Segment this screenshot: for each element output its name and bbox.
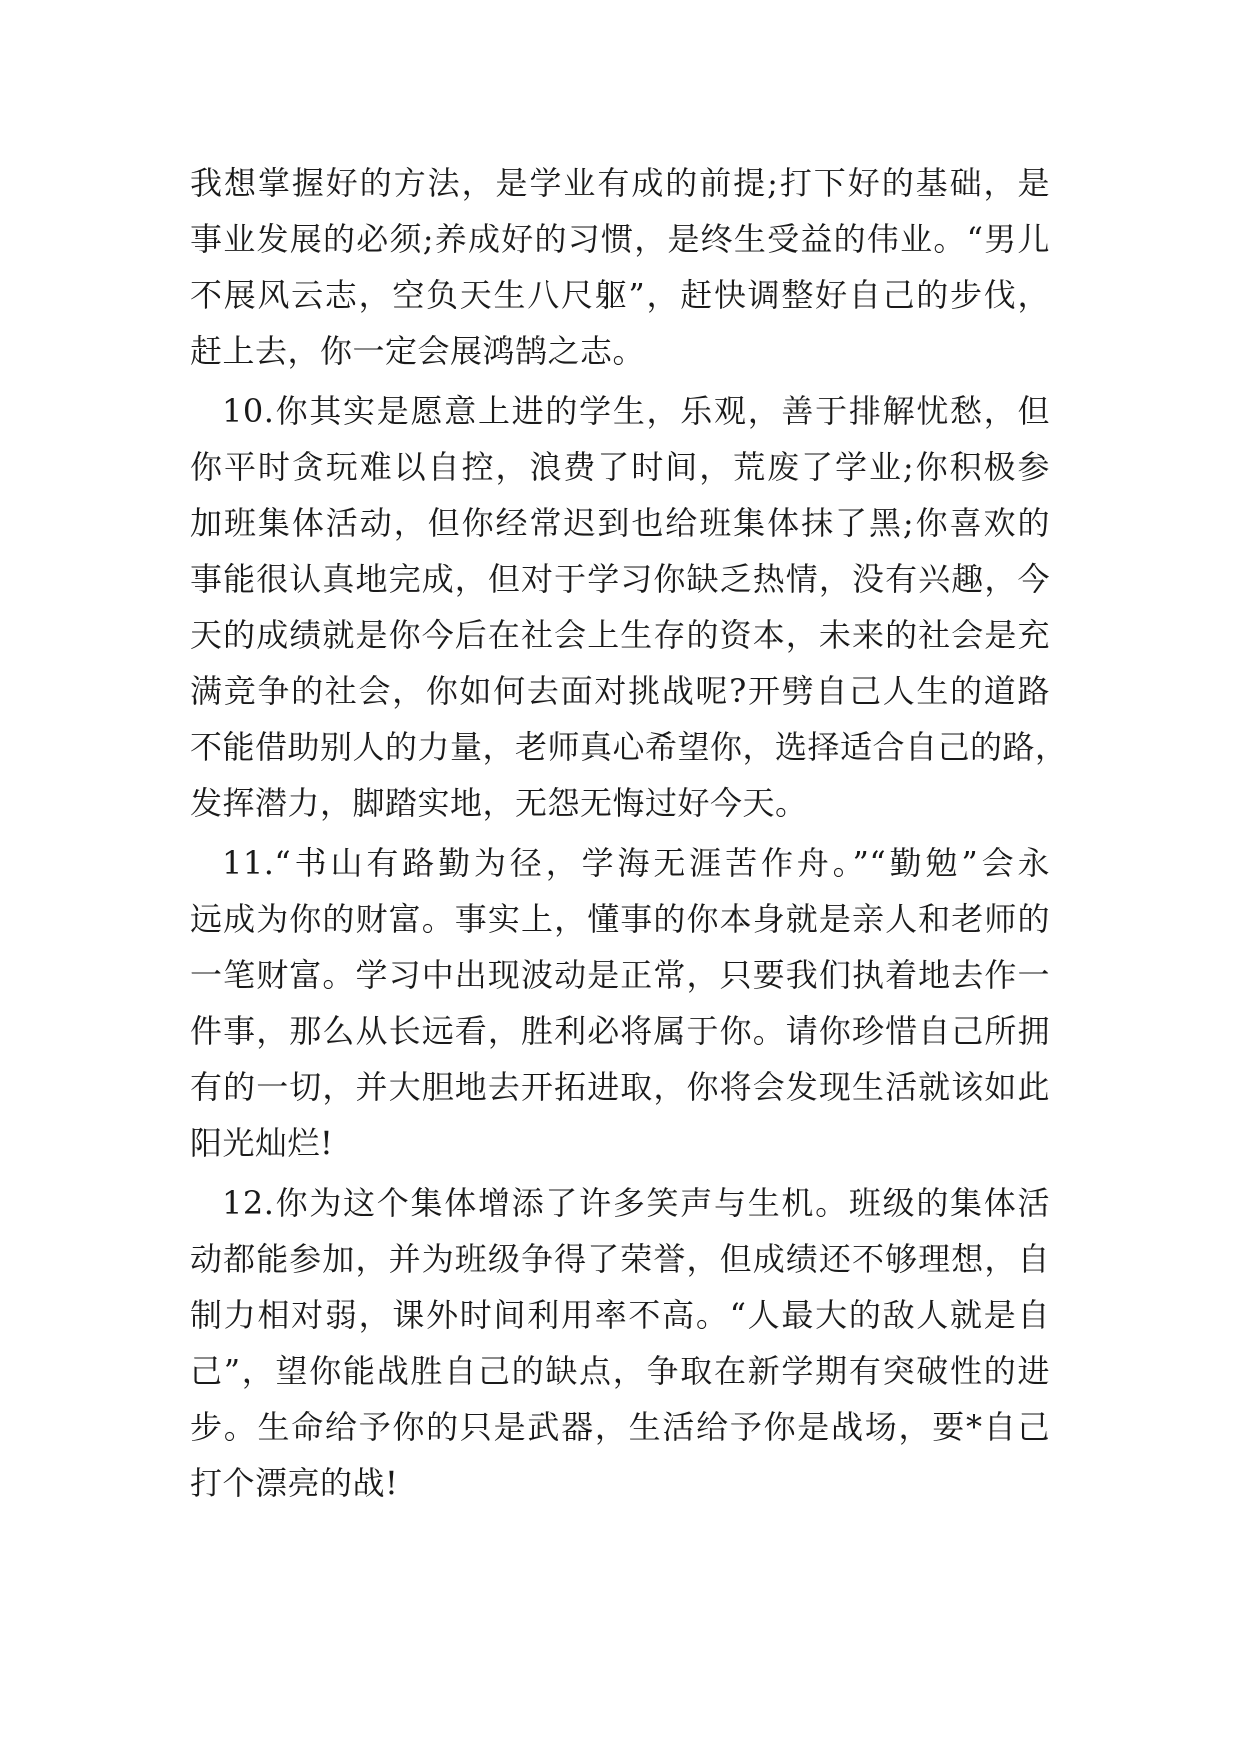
text-line: 打个漂亮的战! (190, 1464, 399, 1502)
text-line: 不能借助别人的力量，老师真心希望你，选择适合自己的路， (190, 728, 1068, 766)
text-line: 一笔财富。学习中出现波动是正常，只要我们执着地去作一 (190, 956, 1050, 994)
paragraph-continuation (190, 155, 1050, 379)
text-line: 步。生命给予你的只是武器，生活给予你是战场，要*自己 (190, 1408, 1050, 1446)
text-line: 动都能参加，并为班级争得了荣誉，但成绩还不够理想，自 (190, 1240, 1050, 1278)
text-line: 己”，望你能战胜自己的缺点，争取在新学期有突破性的进 (190, 1352, 1050, 1390)
text-line: 10.你其实是愿意上进的学生，乐观，善于排解忧愁，但 (222, 392, 1050, 430)
text-line: 发挥潜力，脚踏实地，无怨无悔过好今天。 (190, 784, 808, 822)
text-line: 11.“书山有路勤为径，学海无涯苦作舟。”“勤勉”会永 (222, 844, 1050, 882)
text-line: 事能很认真地完成，但对于学习你缺乏热情，没有兴趣，今 (190, 560, 1050, 598)
text-line: 天的成绩就是你今后在社会上生存的资本，未来的社会是充 (190, 616, 1050, 654)
text-line: 有的一切，并大胆地去开拓进取，你将会发现生活就该如此 (190, 1068, 1050, 1106)
paragraph-item-11 (190, 835, 1050, 1171)
text-line: 加班集体活动，但你经常迟到也给班集体抹了黑;你喜欢的 (190, 504, 1050, 542)
text-line: 12.你为这个集体增添了许多笑声与生机。班级的集体活 (222, 1184, 1050, 1222)
paragraph-item-12 (190, 1175, 1050, 1511)
text-line: 赶上去，你一定会展鸿鹄之志。 (190, 332, 646, 370)
text-line: 你平时贪玩难以自控，浪费了时间，荒废了学业;你积极参 (190, 448, 1050, 486)
text-line: 满竞争的社会，你如何去面对挑战呢?开劈自己人生的道路 (190, 672, 1050, 710)
text-line: 不展风云志，空负天生八尺躯”，赶快调整好自己的步伐， (190, 276, 1050, 314)
document-page (190, 155, 1068, 1511)
text-line: 阳光灿烂! (190, 1124, 334, 1162)
text-line: 我想掌握好的方法，是学业有成的前提;打下好的基础，是 (190, 164, 1050, 202)
paragraph-item-10 (190, 383, 1068, 831)
text-line: 件事，那么从长远看，胜利必将属于你。请你珍惜自己所拥 (190, 1012, 1050, 1050)
text-line: 远成为你的财富。事实上，懂事的你本身就是亲人和老师的 (190, 900, 1050, 938)
text-line: 事业发展的必须;养成好的习惯，是终生受益的伟业。“男儿 (190, 220, 1050, 258)
text-line: 制力相对弱，课外时间利用率不高。“人最大的敌人就是自 (190, 1296, 1050, 1334)
